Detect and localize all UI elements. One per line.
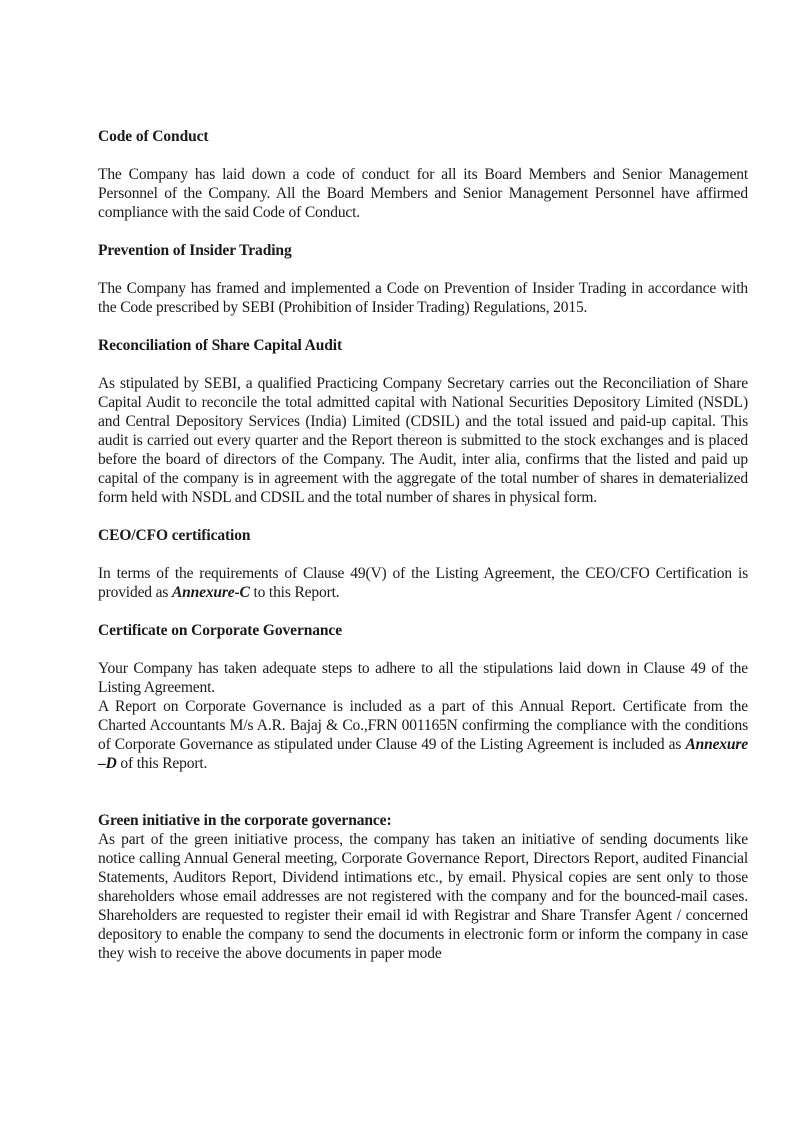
section-reconciliation-of-share-capital-audit xyxy=(98,336,748,507)
section-heading: Code of Conduct xyxy=(98,128,209,145)
section-heading: CEO/CFO certification xyxy=(98,527,251,544)
annexure-reference: Annexure-C xyxy=(171,584,250,601)
paragraph-text: In terms of the requirements of Clause 49(V) of the Listing Agreement, the CEO/CFO Certification is provided as xyxy=(98,565,748,601)
section-heading: Green initiative in the corporate governance: xyxy=(98,812,392,829)
section-green-initiative xyxy=(98,811,748,963)
section-ceo-cfo-certification xyxy=(98,526,748,602)
section-paragraph xyxy=(98,564,748,602)
section-paragraph: The Company has laid down a code of conduct for all its Board Members and Senior Management Personnel of the Company. All the Board Members and Senior Management Personnel have affirmed compliance with the said Code of Conduct. xyxy=(98,166,748,221)
section-paragraph xyxy=(98,697,748,773)
paragraph-text: A Report on Corporate Governance is included as a part of this Annual Report. Certificate from the Charted Accountants M/s A.R. Bajaj & Co.,FRN 001165N confirming the compliance with the conditions of Corporate Governance as stipulated under Clause 49 of the Listing Agreement is included as xyxy=(98,698,748,753)
paragraph-text: to this Report. xyxy=(249,584,340,601)
section-paragraph: As part of the green initiative process, the company has taken an initiative of sending documents like notice calling Annual General meeting, Corporate Governance Report, Directors Report, audited Financial Statements, Auditors Report, Dividend intimations etc., by email. Physical copies are sent only to those shareholders whose email addresses are not registered with the company and for the bounced-mail cases. Shareholders are requested to register their email id with Registrar and Share Transfer Agent / concerned depository to enable the company to send the documents in electronic form or inform the company in case they wish to receive the above documents in paper mode xyxy=(98,831,748,962)
section-heading: Reconciliation of Share Capital Audit xyxy=(98,337,343,354)
section-code-of-conduct xyxy=(98,127,748,222)
section-paragraph: Your Company has taken adequate steps to adhere to all the stipulations laid down in Clause 49 of the Listing Agreement. xyxy=(98,660,748,696)
section-paragraph: As stipulated by SEBI, a qualified Practicing Company Secretary carries out the Reconciliation of Share Capital Audit to reconcile the total admitted capital with National Securities Depository Limited (NSDL) and Central Depository Services (India) Limited (CDSIL) and the total issued and paid-up capital. This audit is carried out every quarter and the Report thereon is submitted to the stock exchanges and is placed before the board of directors of the Company. The Audit, inter alia, confirms that the listed and paid up capital of the company is in agreement with the aggregate of the total number of shares in dematerialized form held with NSDL and CDSIL and the total number of shares in physical form. xyxy=(98,375,748,506)
section-heading: Certificate on Corporate Governance xyxy=(98,622,342,639)
section-paragraph: The Company has framed and implemented a Code on Prevention of Insider Trading in accordance with the Code prescribed by SEBI (Prohibition of Insider Trading) Regulations, 2015. xyxy=(98,280,748,316)
annexure-reference: Annexure –D xyxy=(98,736,748,772)
section-prevention-of-insider-trading xyxy=(98,241,748,317)
paragraph-text: of this Report. xyxy=(116,755,208,772)
section-certificate-on-corporate-governance xyxy=(98,621,748,773)
document-page xyxy=(98,127,748,963)
section-heading: Prevention of Insider Trading xyxy=(98,242,292,259)
